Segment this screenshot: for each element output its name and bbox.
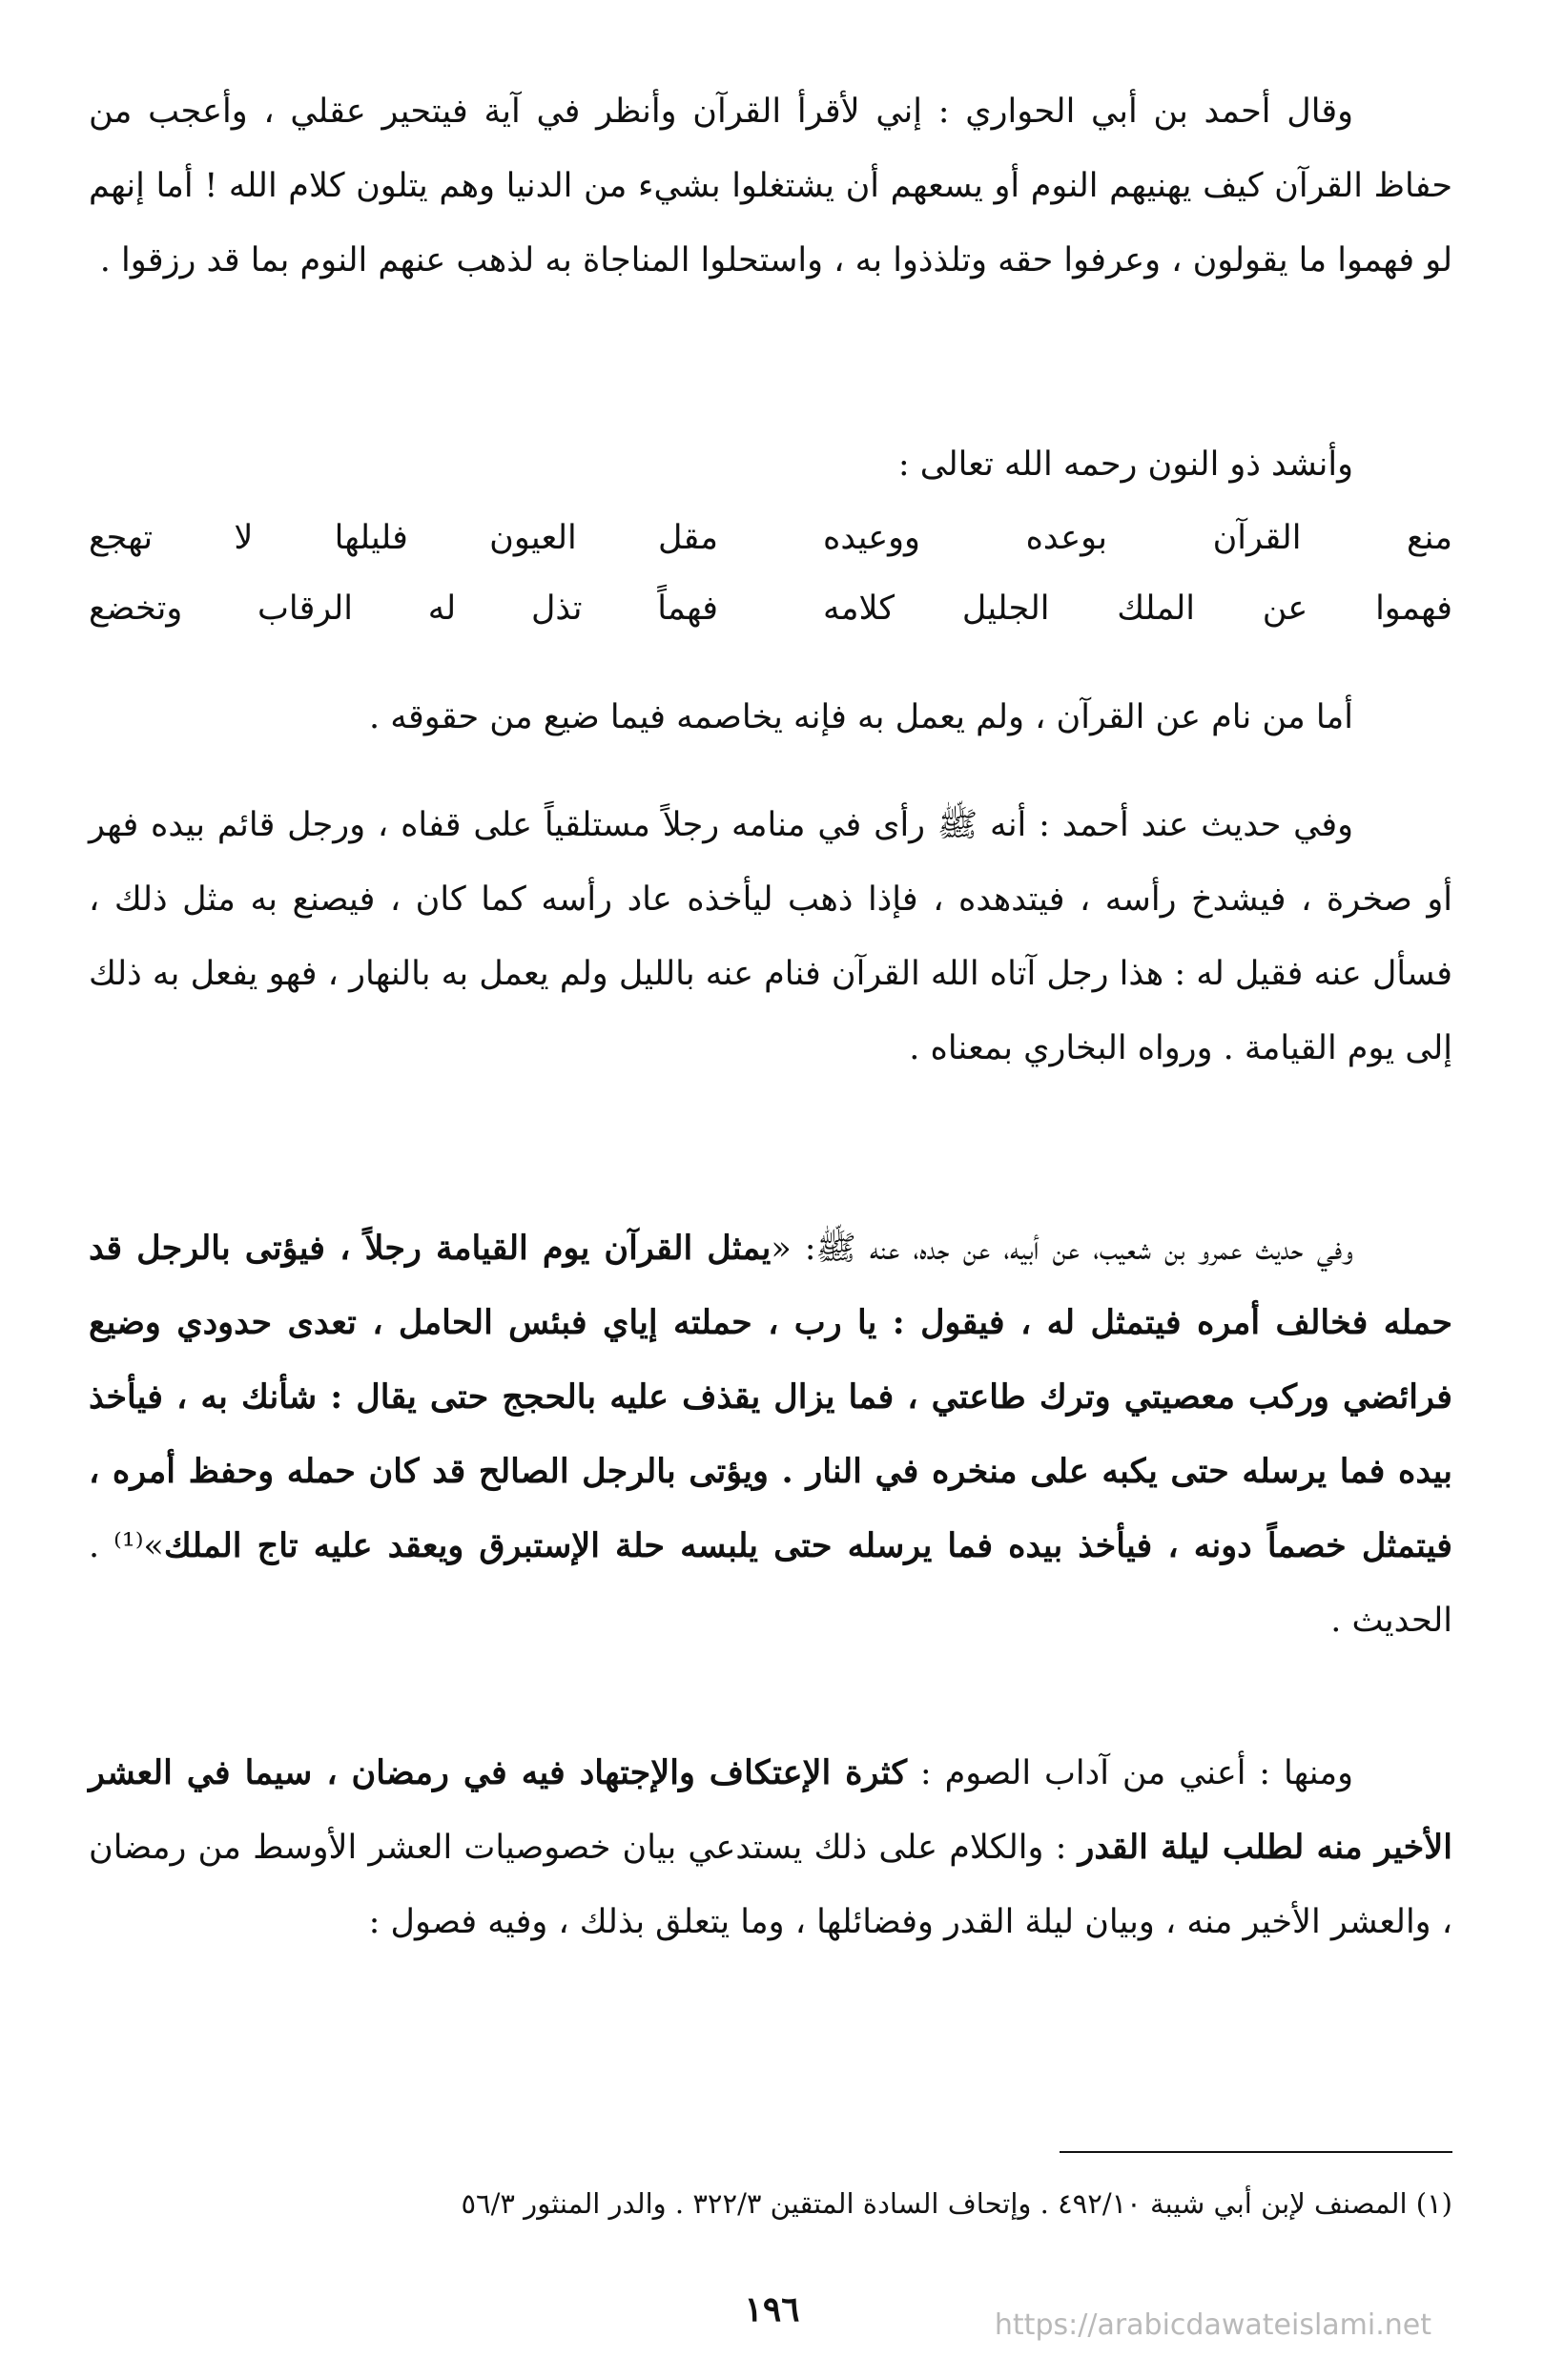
paragraph-poem-intro xyxy=(89,427,1452,502)
paragraph-ahmad-ibn-abi-al-hawari xyxy=(89,74,1452,298)
paragraph-text xyxy=(89,1211,1452,1658)
paragraph-text: وفي حديث عند أحمد : أنه ﷺ رأى في منامه رجلاً مستلقياً على قفاه ، ورجل قائم بيده فهر أو صخرة ، فيشدخ رأسه ، فيتدهده ، فإذا ذهب ليأخذه عاد رأسه كما كان ، فيصنع به مثل ذلك ، فسأل عنه فقيل له : هذا رجل آتاه الله القرآن فنام عنه بالليل ولم يعمل به بالنهار ، فهو يفعل به ذلك إلى يوم القيامة . ورواه البخاري بمعناه . xyxy=(89,806,1452,1067)
section-intro: ومنها : أعني من آداب الصوم : xyxy=(907,1754,1353,1792)
paragraph-itikaf xyxy=(89,1736,1452,1959)
hadith-text: يمثل القرآن يوم القيامة رجلاً ، فيؤتى بالرجل قد حمله فخالف أمره فيتمثل له ، فيقول : يا رب ، حملته إياي فبئس الحامل ، تعدى حدودي وضيع فرائضي وركب معصيتي وترك طاعتي ، فما يزال يقذف عليه بالحجج حتى يقال : شأنك به ، فيأخذ بيده فما يرسله حتى يكبه على منخره في النار . ويؤتى بالرجل الصالح قد كان حمله وحفظ أمره ، فيتمثل خصماً دونه ، فيأخذ بيده فما يرسله حتى يلبسه حلة الإستبرق ويعقد عليه تاج الملك xyxy=(89,1229,1452,1565)
hadith-chain: وفي حديث عمرو بن شعيب، عن أبيه، عن جده، عنه ﷺ: « xyxy=(771,1230,1353,1268)
paragraph-hadith-ahmad xyxy=(89,788,1452,1086)
page-number: ١٩٦ xyxy=(744,2289,800,2329)
footnote: (١) المصنف لإبن أبي شيبة ٤٩٢/١٠ . وإتحاف السادة المتقين ٣٢٢/٣ . والدر المنثور ٥٦/٣ xyxy=(461,2187,1452,2220)
hadith-ending: »⁽¹⁾ . الحديث . xyxy=(89,1527,1452,1640)
paragraph-text: وأنشد ذو النون رحمه الله تعالى : xyxy=(897,445,1353,484)
verse-second-hemistich: فهماً تذل له الرقاب وتخضع xyxy=(89,590,718,628)
verse-second-hemistich: مقل العيون فليلها لا تهجع xyxy=(89,519,718,557)
paragraph-sleeping-from-quran xyxy=(89,680,1452,755)
paragraph-hadith-amr-ibn-shuayb xyxy=(89,1211,1452,1658)
poem-verses xyxy=(89,503,1452,644)
poem-verse xyxy=(89,573,1452,644)
verse-first-hemistich: منع القرآن بوعده ووعيده xyxy=(823,519,1452,557)
paragraph-text: أما من نام عن القرآن ، ولم يعمل به فإنه يخاصمه فيما ضيع من حقوقه . xyxy=(368,698,1353,736)
verse-first-hemistich: فهموا عن الملك الجليل كلامه xyxy=(823,590,1452,628)
poem-verse xyxy=(89,503,1452,573)
section-heading-text: كثرة الإعتكاف والإجتهاد فيه في رمضان ، سيما في العشر الأخير منه لطلب ليلة القدر xyxy=(89,1753,1452,1867)
watermark-url: https://arabicdawateislami.net xyxy=(994,2308,1431,2342)
footnote-divider xyxy=(1060,2151,1452,2153)
paragraph-text: وقال أحمد بن أبي الحواري : إني لأقرأ القرآن وأنظر في آية فيتحير عقلي ، وأعجب من حفاظ القرآن كيف يهنيهم النوم أو يسعهم أن يشتغلوا بشيء من الدنيا وهم يتلون كلام الله ! أما إنهم لو فهموا ما يقولون ، وعرفوا حقه وتلذذوا به ، واستحلوا المناجاة به لذهب عنهم النوم بما قد رزقوا . xyxy=(89,93,1452,279)
paragraph-text xyxy=(89,1736,1452,1959)
section-body: : والكلام على ذلك يستدعي بيان خصوصيات العشر الأوسط من رمضان ، والعشر الأخير منه ، وبيان ليلة القدر وفضائلها ، وما يتعلق بذلك ، وفيه فصول : xyxy=(89,1829,1452,1941)
